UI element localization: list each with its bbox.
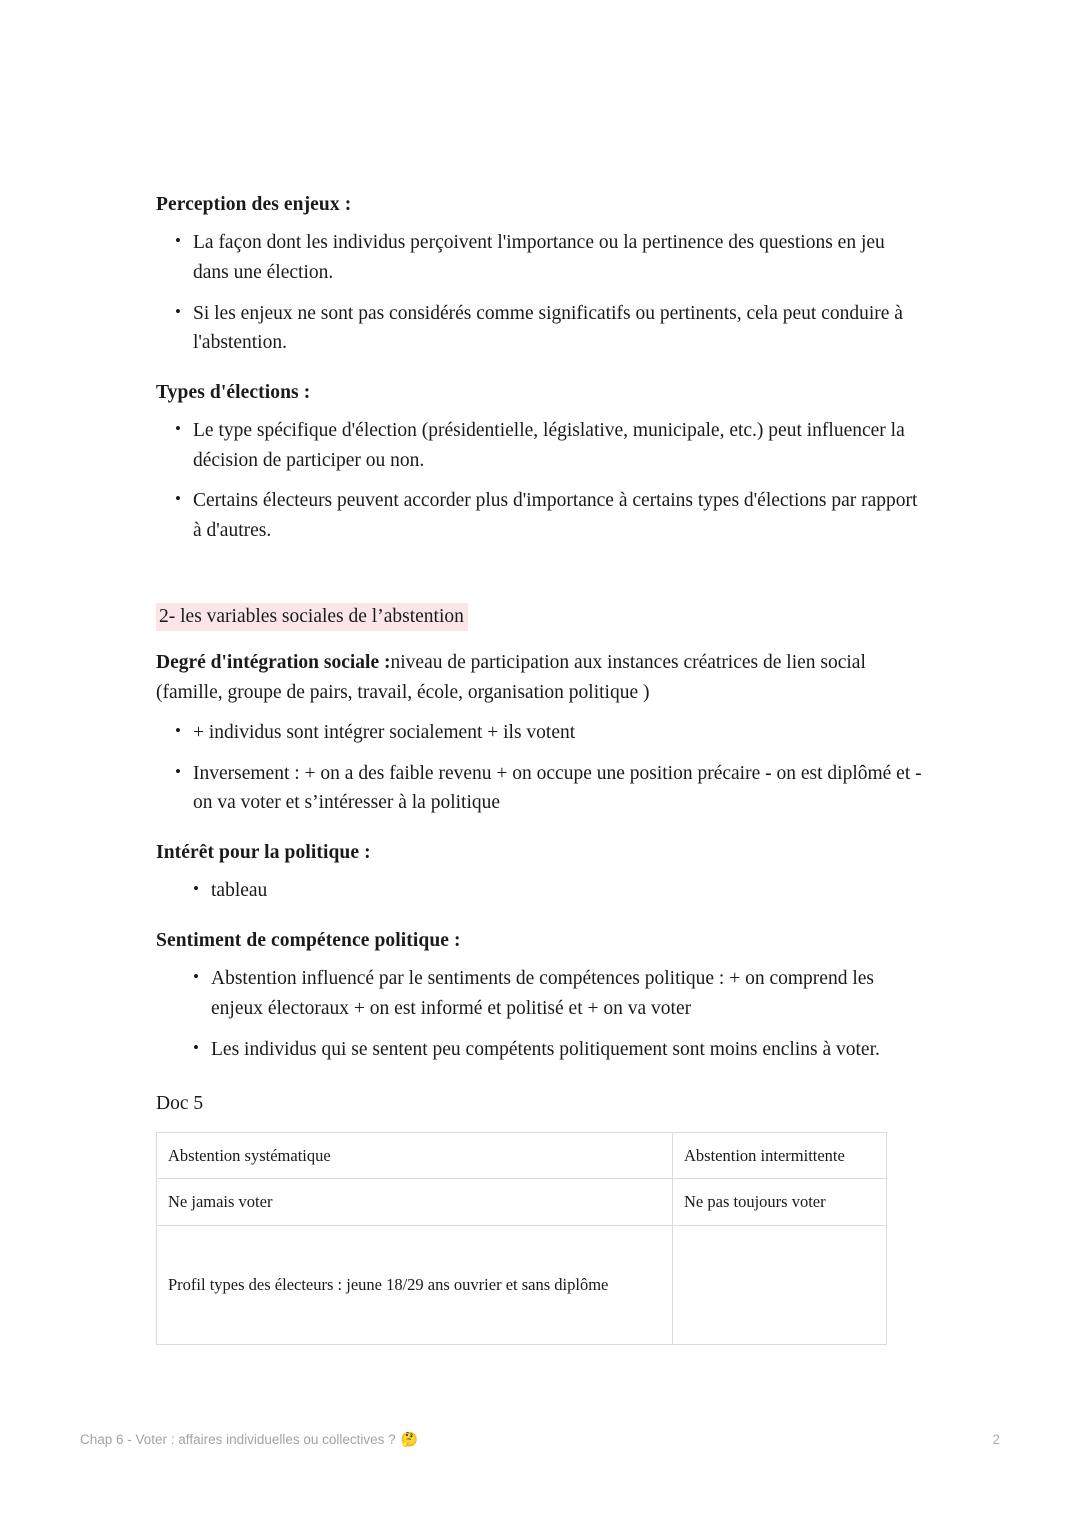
table-row bbox=[157, 1179, 887, 1226]
list-item: • Le type spécifique d'élection (présidentielle, législative, municipale, etc.) peut influencer la décision de participer ou non. bbox=[156, 416, 924, 475]
table-row bbox=[157, 1132, 887, 1179]
table-cell: Ne pas toujours voter bbox=[673, 1179, 887, 1226]
thinking-face-icon: 🤔 bbox=[400, 1431, 419, 1447]
document-body bbox=[156, 192, 924, 1345]
table-row bbox=[157, 1226, 887, 1345]
page-number: 2 bbox=[992, 1431, 1000, 1447]
list-item: • tableau bbox=[156, 876, 924, 906]
abstention-table bbox=[156, 1132, 887, 1346]
section-title-container bbox=[156, 602, 924, 631]
footer-chapter-title: Chap 6 - Voter : affaires individuelles ou collectives ? bbox=[80, 1431, 396, 1447]
table-cell: Profil types des électeurs : jeune 18/29 ans ouvrier et sans diplôme bbox=[157, 1226, 673, 1345]
footer-left bbox=[80, 1432, 418, 1447]
section-title-highlighted: 2- les variables sociales de l’abstention bbox=[156, 603, 468, 631]
paragraph-degre-integration-sociale bbox=[156, 648, 924, 707]
paragraph-rest: niveau de participation aux instances créatrices de lien social (famille, groupe de pairs, travail, école, organisation politique ) bbox=[156, 651, 866, 703]
bullet-list-integration bbox=[156, 718, 924, 818]
heading-types-delections: Types d'élections : bbox=[156, 381, 311, 403]
list-item: • Certains électeurs peuvent accorder plus d'importance à certains types d'élections par rapport à d'autres. bbox=[156, 486, 924, 545]
heading-interet-pour-la-politique: Intérêt pour la politique : bbox=[156, 842, 371, 864]
list-item: • Inversement : + on a des faible revenu + on occupe une position précaire - on est diplômé et - on va voter et s’intéresser à la politique bbox=[156, 759, 924, 818]
list-item: • Les individus qui se sentent peu compétents politiquement sont moins enclins à voter. bbox=[156, 1035, 924, 1065]
list-item: • La façon dont les individus perçoivent l'importance ou la pertinence des questions en jeu dans une élection. bbox=[156, 228, 924, 287]
table-cell: Abstention intermittente bbox=[673, 1132, 887, 1179]
bullet-list-interet bbox=[156, 876, 924, 906]
paragraph-lead-bold: Degré d'intégration sociale : bbox=[156, 651, 391, 673]
bullet-list-perception bbox=[156, 228, 924, 358]
doc-label: Doc 5 bbox=[156, 1093, 204, 1115]
list-item: • + individus sont intégrer socialement + ils votent bbox=[156, 718, 924, 748]
table-cell-empty bbox=[673, 1226, 887, 1345]
table-cell: Abstention systématique bbox=[157, 1132, 673, 1179]
heading-sentiment-de-competence-politique: Sentiment de compétence politique : bbox=[156, 930, 461, 952]
heading-perception-des-enjeux: Perception des enjeux : bbox=[156, 194, 352, 215]
table-cell: Ne jamais voter bbox=[157, 1179, 673, 1226]
page-footer bbox=[80, 1428, 1000, 1450]
bullet-list-types-elections bbox=[156, 416, 924, 546]
list-item: • Abstention influencé par le sentiments de compétences politique : + on comprend les enjeux électoraux + on est informé et politisé et + on va voter bbox=[156, 964, 924, 1023]
bullet-list-sentiment bbox=[156, 964, 924, 1064]
list-item: • Si les enjeux ne sont pas considérés comme significatifs ou pertinents, cela peut conduire à l'abstention. bbox=[156, 299, 924, 358]
